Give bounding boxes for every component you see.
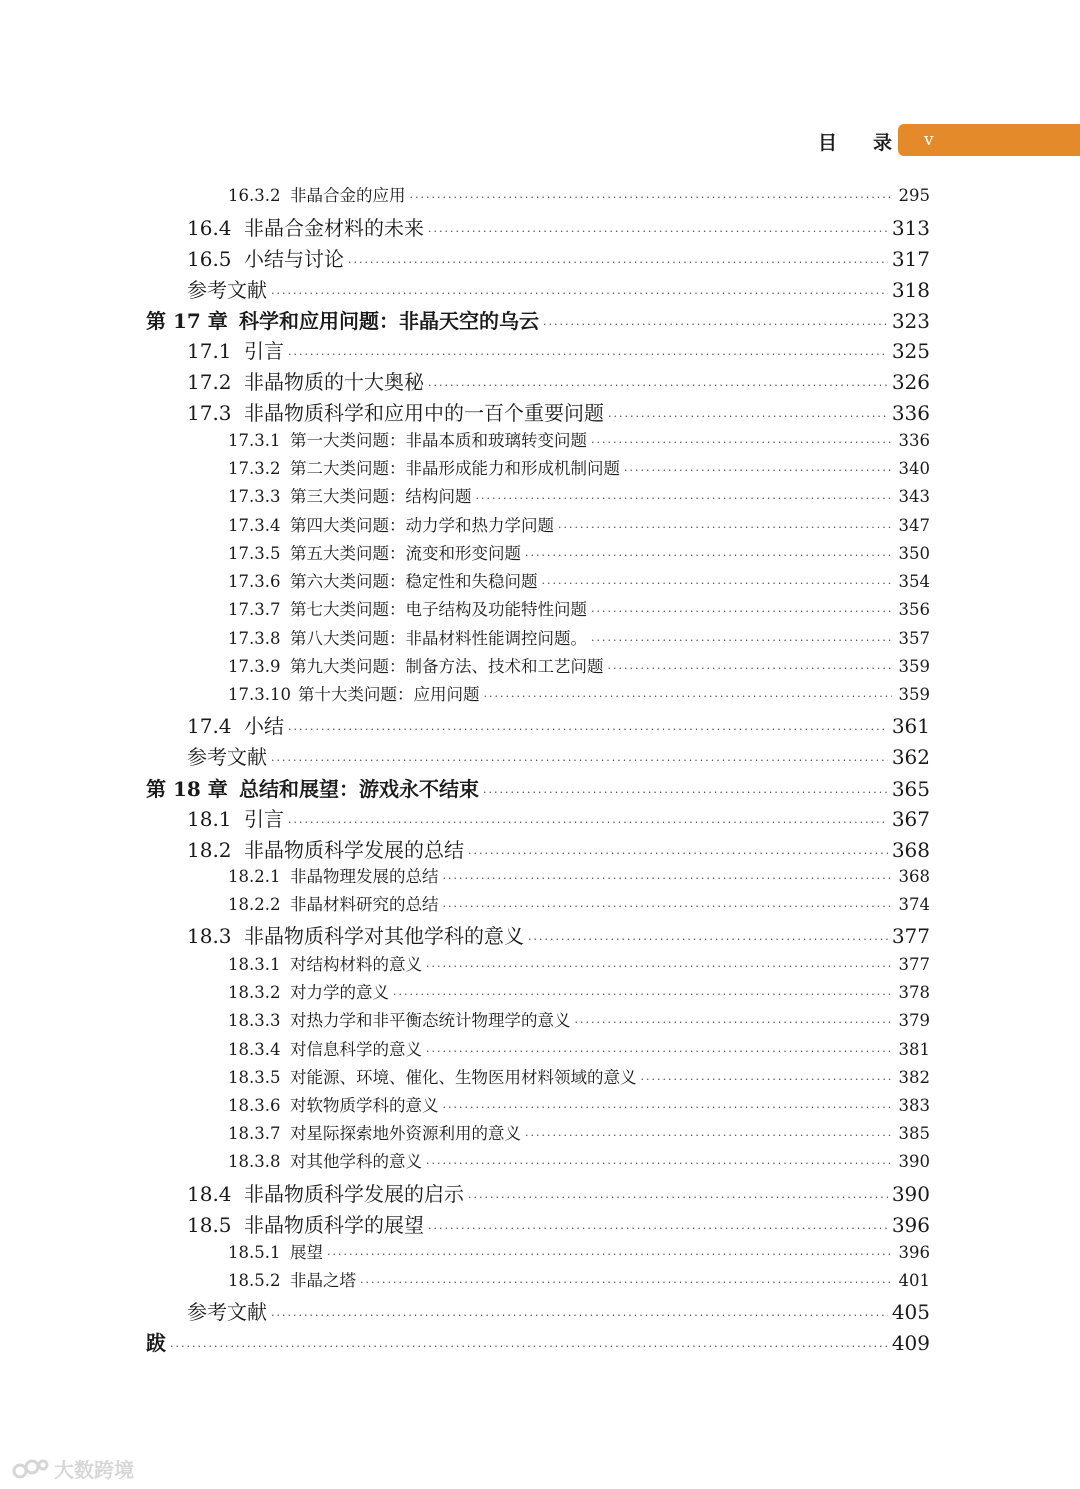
toc-entry-number: 第 18 章 [146, 777, 228, 801]
dot-leader [271, 1309, 888, 1322]
toc-entry-title: 第十大类问题：应用问题 [298, 685, 480, 704]
dot-leader [170, 1340, 888, 1353]
dot-leader [443, 1101, 893, 1114]
toc-entry-title: 第五大类问题：流变和形变问题 [290, 544, 521, 563]
toc-entry-page: 340 [898, 459, 930, 478]
dot-leader [443, 900, 893, 913]
dot-leader [426, 1157, 892, 1170]
toc-entry-page: 390 [898, 1152, 930, 1171]
dot-leader [288, 348, 888, 361]
toc-entry-chapter[interactable] [146, 1327, 930, 1356]
toc-entry-title: 小结 [244, 714, 284, 738]
toc-entry-number: 17.4 [187, 714, 232, 738]
toc-entry-sub[interactable] [228, 1092, 930, 1116]
dot-leader [468, 847, 888, 860]
toc-entry-sub[interactable] [228, 1239, 930, 1263]
toc-entry-sub[interactable] [228, 1036, 930, 1060]
toc-entry-page: 295 [898, 186, 930, 205]
toc-entry-page: 405 [891, 1300, 930, 1324]
dot-leader [288, 723, 888, 736]
page-number-roman: v [924, 130, 934, 150]
toc-entry-number: 18.3.4 [228, 1040, 281, 1059]
toc-entry-title: 对热力学和非平衡态统计物理学的意义 [290, 1011, 571, 1030]
toc-entry-number: 17.3.4 [228, 516, 281, 535]
toc-entry-title: 第九大类问题：制备方法、技术和工艺问题 [290, 657, 604, 676]
toc-entry-page: 377 [891, 924, 930, 948]
toc-entry-page: 368 [898, 867, 930, 886]
toc-entry-number: 17.3.10 [228, 685, 291, 704]
toc-entry-page: 381 [898, 1040, 930, 1059]
toc-entry-page: 409 [891, 1331, 930, 1355]
dot-leader [410, 191, 893, 204]
toc-entry-title: 非晶物质科学对其他学科的意义 [244, 924, 524, 948]
toc-entry-sub[interactable] [228, 1267, 930, 1291]
dot-leader [468, 1191, 888, 1204]
toc-entry-sub[interactable] [228, 483, 930, 507]
toc-entry-number: 17.3.7 [228, 600, 281, 619]
toc-entry-title: 非晶物质的十大奥秘 [244, 370, 424, 394]
toc-entry-sub[interactable] [228, 653, 930, 677]
toc-entry-number: 18.2 [187, 838, 232, 862]
toc-entry-title: 非晶合金的应用 [290, 186, 406, 205]
toc-entry-page: 382 [898, 1068, 930, 1087]
toc-entry-sub[interactable] [228, 979, 930, 1003]
toc-entry-title: 非晶物质科学发展的启示 [244, 1182, 464, 1206]
toc-entry-page: 336 [898, 431, 930, 450]
toc-entry-page: 365 [891, 777, 930, 801]
toc-entry-page: 378 [898, 983, 930, 1002]
toc-entry-page: 367 [891, 807, 930, 831]
dot-leader [528, 933, 888, 946]
toc-entry-chapter[interactable] [146, 305, 930, 334]
toc-entry-page: 318 [891, 278, 930, 302]
toc-entry-number: 18.3 [187, 924, 232, 948]
toc-entry-title: 对能源、环境、催化、生物医用材料领域的意义 [290, 1068, 637, 1087]
toc-entry-page: 313 [891, 216, 930, 240]
toc-entry-sub[interactable] [228, 512, 930, 536]
toc-entry-number: 18.3.7 [228, 1124, 281, 1143]
toc-entry-page: 359 [898, 685, 930, 704]
dot-leader [575, 1016, 893, 1029]
toc-entry-title: 第六大类问题：稳定性和失稳问题 [290, 572, 538, 591]
dot-leader [428, 225, 888, 238]
toc-entry-section[interactable] [187, 335, 930, 364]
toc-entry-title: 第七大类问题：电子结构及功能特性问题 [290, 600, 587, 619]
toc-entry-section[interactable] [187, 803, 930, 832]
toc-entry-number: 18.3.8 [228, 1152, 281, 1171]
toc-entry-title: 展望 [290, 1243, 323, 1262]
toc-entry-title: 非晶之塔 [290, 1271, 356, 1290]
toc-entry-sub[interactable] [228, 625, 930, 649]
dot-leader [591, 605, 892, 618]
toc-entry-sub[interactable] [228, 540, 930, 564]
dot-leader [360, 1276, 892, 1289]
header-title-left: 目 [818, 132, 838, 154]
toc-entry-title: 对力学的意义 [290, 983, 389, 1002]
dot-leader [525, 549, 892, 562]
dot-leader [288, 816, 888, 829]
toc-entry-page: 325 [891, 339, 930, 363]
toc-entry-page: 390 [891, 1182, 930, 1206]
dot-leader [591, 436, 892, 449]
toc-entry-number: 18.3.1 [228, 955, 281, 974]
toc-entry-sub[interactable] [228, 1064, 930, 1088]
toc-entry-page: 383 [898, 1096, 930, 1115]
dot-leader [426, 1045, 892, 1058]
toc-entry-title: 非晶材料研究的总结 [290, 895, 439, 914]
toc-entry-number: 16.3.2 [228, 186, 281, 205]
toc-entry-title: 第四大类问题：动力学和热力学问题 [290, 516, 554, 535]
toc-entry-section[interactable] [187, 212, 930, 241]
toc-entry-number: 16.5 [187, 247, 232, 271]
toc-entry-page: 385 [898, 1124, 930, 1143]
toc-entry-refs[interactable] [187, 1296, 930, 1325]
toc-entry-sub[interactable] [228, 568, 930, 592]
toc-entry-page: 361 [891, 714, 930, 738]
toc-entry-page: 359 [898, 657, 930, 676]
toc-entry-page: 374 [898, 895, 930, 914]
toc-entry-page: 377 [898, 955, 930, 974]
toc-entry-page: 368 [891, 838, 930, 862]
toc-entry-number: 17.3.6 [228, 572, 281, 591]
toc-entry-sub[interactable] [228, 1007, 930, 1031]
toc-entry-title: 第一大类问题：非晶本质和玻璃转变问题 [290, 431, 587, 450]
toc-entry-number: 第 17 章 [146, 309, 228, 333]
toc-entry-title: 参考文献 [187, 278, 267, 302]
toc-entry-title: 非晶物理发展的总结 [290, 867, 439, 886]
toc-entry-number: 18.1 [187, 807, 232, 831]
toc-entry-title: 对其他学科的意义 [290, 1152, 422, 1171]
toc-entry-page: 350 [898, 544, 930, 563]
dot-leader [271, 754, 888, 767]
toc-entry-section[interactable] [187, 243, 930, 272]
toc-entry-page: 336 [891, 401, 930, 425]
toc-entry-section[interactable] [187, 920, 930, 949]
toc-entry-title: 非晶物质科学的展望 [244, 1213, 424, 1237]
toc-entry-title: 对软物质学科的意义 [290, 1096, 439, 1115]
toc-entry-number: 16.4 [187, 216, 232, 240]
toc-entry-title: 非晶物质科学和应用中的一百个重要问题 [244, 401, 604, 425]
toc-entry-title: 第三大类问题：结构问题 [290, 487, 472, 506]
toc-entry-number: 18.4 [187, 1182, 232, 1206]
dot-leader [558, 521, 892, 534]
toc-entry-title: 第二大类问题：非晶形成能力和形成机制问题 [290, 459, 620, 478]
toc-entry-number: 17.3.8 [228, 629, 281, 648]
toc-entry-page: 379 [898, 1011, 930, 1030]
toc-entry-sub[interactable] [228, 891, 930, 915]
toc-entry-title: 科学和应用问题：非晶天空的乌云 [239, 309, 539, 333]
dot-leader [543, 318, 888, 331]
toc-entry-number: 17.3 [187, 401, 232, 425]
dot-leader [483, 786, 888, 799]
toc-entry-page: 396 [891, 1213, 930, 1237]
toc-entry-page: 343 [898, 487, 930, 506]
toc-entry-section[interactable] [187, 1209, 930, 1238]
toc-entry-page: 326 [891, 370, 930, 394]
header-title-right: 录 [872, 132, 892, 154]
toc-entry-refs[interactable] [187, 274, 930, 303]
toc-entry-number: 18.2.1 [228, 867, 281, 886]
toc-entry-title: 小结与讨论 [244, 247, 344, 271]
toc-entry-number: 18.3.5 [228, 1068, 281, 1087]
toc-entry-page: 357 [898, 629, 930, 648]
dot-leader [271, 287, 888, 300]
toc-entry-title: 引言 [244, 807, 284, 831]
dot-leader [608, 662, 893, 675]
dot-leader [542, 577, 893, 590]
dot-leader [348, 256, 888, 269]
dot-leader [428, 1222, 888, 1235]
toc-entry-number: 17.1 [187, 339, 232, 363]
toc-entry-title: 总结和展望：游戏永不结束 [239, 777, 479, 801]
toc-entry-number: 18.3.6 [228, 1096, 281, 1115]
toc-entry-section[interactable] [187, 1178, 930, 1207]
toc-entry-number: 17.3.2 [228, 459, 281, 478]
toc-entry-number: 18.5.2 [228, 1271, 281, 1290]
toc-entry-sub[interactable] [228, 863, 930, 887]
watermark [10, 1454, 134, 1483]
toc-entry-number: 17.2 [187, 370, 232, 394]
toc-entry-number: 18.5 [187, 1213, 232, 1237]
toc-entry-sub[interactable] [228, 681, 930, 705]
dot-leader [525, 1129, 892, 1142]
toc-entry-section[interactable] [187, 366, 930, 395]
toc-entry-title: 非晶物质科学发展的总结 [244, 838, 464, 862]
dot-leader [393, 988, 892, 1001]
toc-entry-title: 参考文献 [187, 1300, 267, 1324]
toc-entry-title: 引言 [244, 339, 284, 363]
toc-entry-title: 第八大类问题：非晶材料性能调控问题。 [290, 629, 587, 648]
dot-leader [428, 379, 888, 392]
toc-entry-section[interactable] [187, 397, 930, 426]
dot-leader [426, 960, 892, 973]
toc-entry-title: 非晶合金材料的未来 [244, 216, 424, 240]
toc-entry-title: 跋 [146, 1331, 166, 1355]
dot-leader [624, 464, 892, 477]
dot-leader [608, 410, 888, 423]
toc-entry-page: 317 [891, 247, 930, 271]
toc-entry-section[interactable] [187, 834, 930, 863]
toc-entry-page: 401 [898, 1271, 930, 1290]
toc-entry-number: 18.3.2 [228, 983, 281, 1002]
dot-leader [443, 872, 893, 885]
dot-leader [591, 634, 892, 647]
link-logo-icon [10, 1457, 50, 1481]
toc-entry-page: 362 [891, 745, 930, 769]
toc-entry-title: 对信息科学的意义 [290, 1040, 422, 1059]
toc-entry-sub[interactable] [228, 1120, 930, 1144]
toc-entry-sub[interactable] [228, 951, 930, 975]
toc-entry-title: 对结构材料的意义 [290, 955, 422, 974]
toc-entry-page: 323 [891, 309, 930, 333]
toc-entry-sub[interactable] [228, 455, 930, 479]
dot-leader [641, 1073, 893, 1086]
toc-entry-sub[interactable] [228, 1148, 930, 1172]
toc-entry-number: 17.3.9 [228, 657, 281, 676]
dot-leader [476, 492, 893, 505]
toc-entry-section[interactable] [187, 710, 930, 739]
toc-entry-page: 356 [898, 600, 930, 619]
toc-entry-number: 17.3.5 [228, 544, 281, 563]
toc-entry-title: 对星际探索地外资源利用的意义 [290, 1124, 521, 1143]
toc-entry-sub[interactable] [228, 427, 930, 451]
toc-entry-number: 18.2.2 [228, 895, 281, 914]
toc-entry-page: 347 [898, 516, 930, 535]
dot-leader [327, 1248, 892, 1261]
toc-entry-sub[interactable] [228, 596, 930, 620]
toc-entry-sub[interactable] [228, 182, 930, 206]
watermark-text: 大数跨境 [54, 1458, 134, 1482]
toc-entry-number: 17.3.1 [228, 431, 281, 450]
toc-entry-refs[interactable] [187, 741, 930, 770]
dot-leader [484, 690, 893, 703]
toc-entry-chapter[interactable] [146, 773, 930, 802]
toc-entry-number: 18.3.3 [228, 1011, 281, 1030]
toc-entry-number: 18.5.1 [228, 1243, 281, 1262]
toc-entry-number: 17.3.3 [228, 487, 281, 506]
toc-entry-page: 396 [898, 1243, 930, 1262]
toc-entry-title: 参考文献 [187, 745, 267, 769]
toc-entry-page: 354 [898, 572, 930, 591]
